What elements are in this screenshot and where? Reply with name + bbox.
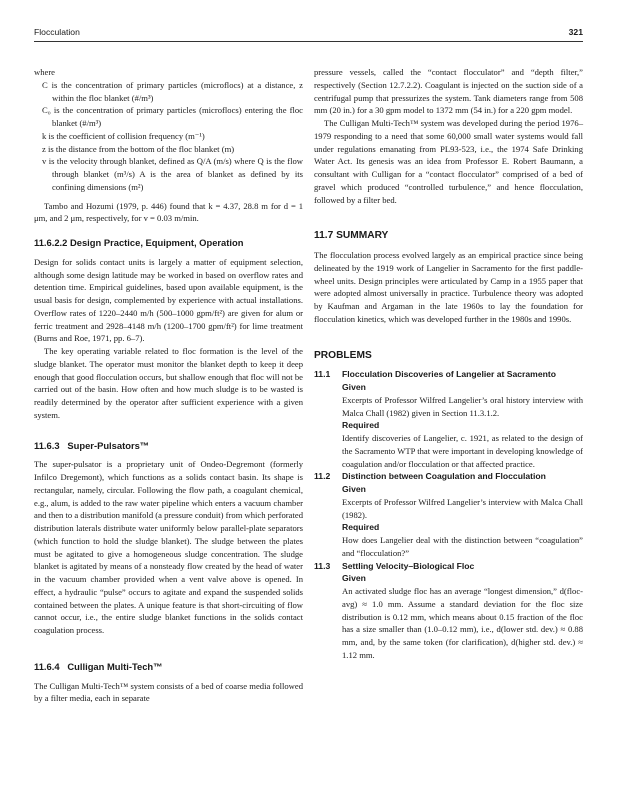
section-heading-culligan — [34, 661, 303, 674]
section-heading-design-practice: 11.6.2.2 Design Practice, Equipment, Operation — [34, 237, 244, 248]
running-head: Flocculation — [34, 27, 80, 37]
required-text: Identify discoveries of Langelier, c. 1921, as related to the design of the Sacramento WTP that were important in developing knowledge of coagulation and/or flocculation or that affected practice. — [342, 433, 583, 469]
summary-heading: 11.7 SUMMARY — [314, 230, 389, 242]
left-column — [34, 66, 303, 705]
right-column — [314, 66, 583, 662]
section-heading-super-pulsators — [34, 440, 303, 453]
definition-c: C is the concentration of primary particles (microflocs) at a distance, z within the floc blanket (#/m³) — [42, 79, 303, 103]
section-number: 11.6.4 — [34, 660, 60, 672]
given-label: Given — [342, 382, 366, 392]
where-label: where — [34, 67, 55, 77]
definition-c0: C₀ is the concentration of primary particles (microflocs) entering the floc blanket (#/m³) — [42, 105, 303, 128]
super-pulsator-paragraph: The super-pulsator is a proprietary unit of Ondeo-Degremont (formerly Infilco Dregemont), which functions as a solids contact basin. Its shape is rectangular, namely, circular. Following the flow path, a coagulant chemical, e.g., alum, is added to the raw water pipeline which enters a vacuum chamber and then to a distribution manifold (a pressure conduit) from which perforated distribution laterals distribute water uniformly below parallel-plate separators (which function to hold the sludge blanket). The sludge between the plates must be agitated to give a homogeneous sludge concentration. The sludge blanket is agitated by means of a nonsteady flow created by the head of water in the vacuum chamber provided when a vent valve above is opened. In effect, a hydraulic “pulse” occurs to agitate and expand the suspended solids contained between the plates. A unique feature is that short-circuiting of flow cannot occur, i.e., the entire sludge blanket functions in the solids contact coagulation process. — [34, 459, 303, 635]
culligan-paragraph: The Culligan Multi-Tech™ system consists of a bed of coarse media followed by a filter media, each in separate — [34, 680, 303, 704]
design-paragraph: Design for solids contact units is largely a matter of equipment selection, although some design latitude may be worked in based on overflow rates and detention time. Empirical guidelines, based upon available equipment, is the usual basis for design, complemented by experience with actual installations. Overflow rates of 1220–2440 m/h (500–1000 gpm/ft²) are given for alum or ferric treatment and 2928–4148 m/h (1200–1700 gpm/ft²) for lime treatment (Burns and Roe, 1971, pp. 6–7). — [34, 256, 303, 344]
definition-v: v is the velocity through blanket, defined as Q/A (m/s) where Q is the flow through blanket (m³/s) A is the area of blanket as defined by its confining dimensions (m²) — [42, 156, 303, 192]
problem-number: 11.1 — [314, 369, 331, 380]
operation-paragraph: The key operating variable related to floc formation is the level of the sludge blanket. The operator must monitor the blanket depth to keep it deep enough that good flocculation occurs, but shallow enough that floc will not be carried out of the basin. How often and how much sludge is to be wasted is readily determined by the operator after sufficient experience with a given system. — [34, 346, 303, 420]
given-text: Excerpts of Professor Wilfred Langelier’s interview with Malca Chall (1982). — [342, 496, 583, 520]
problem-number: 11.2 — [314, 471, 331, 482]
problem-11-3 — [314, 560, 583, 662]
required-text: How does Langelier deal with the distinction between “coagulation” and “flocculation?” — [342, 535, 583, 558]
required-label: Required — [342, 420, 380, 431]
problem-11-1 — [314, 368, 583, 470]
page-number: 321 — [568, 27, 583, 37]
pressure-vessels-paragraph: pressure vessels, called the “contact flocculator” and “depth filter,” respectively (Section 12.7.2.2). Coagulant is injected on the suction side of a centrifugal pump that pressurizes the system. Tank diameters range from 508 mm (20 in.) for a 30 gpm model to 1372 mm (54 in.) for a 220 gpm model. — [314, 67, 583, 116]
page-header — [34, 27, 583, 42]
summary-paragraph: The flocculation process evolved largely as an empirical practice since being delineated by the 1919 work of Langelier in Sacramento for the first paddle-wheel units. Design principles were articulated by Camp in a 1955 paper that were adopted almost universally in practice. Turbulence theory was adopted by Kaufman and Argaman in the late 1960s to lay the foundation for flocculation kinetics, which was developed further in the 1980s and 1990s. — [314, 250, 583, 324]
culligan-history-paragraph: The Culligan Multi-Tech™ system was developed during the period 1976–1979 responding to a need that some 60,000 small water systems would fall under regulations emanating from PL93-523, i.e., the 1974 Safe Drinking Water Act. Its genesis was an idea from Professor E. Robert Baumann, a consultant with Culligan for a “contact flocculator” comprised of a bed of gravel which produced “controlled turbulence,” and hence flocculation, followed by a filter bed. — [314, 118, 583, 205]
problem-title: Distinction between Coagulation and Flocculation — [342, 471, 546, 482]
problem-title: Flocculation Discoveries of Langelier at Sacramento — [342, 369, 556, 380]
required-label: Required — [342, 522, 380, 533]
definition-k: k is the coefficient of collision frequency (m⁻¹) — [42, 130, 205, 141]
problem-number: 11.3 — [314, 560, 331, 571]
given-text: Excerpts of Professor Wilfred Langelier’s oral history interview with Malca Chall (1982) given in Section 11.3.1.2. — [342, 394, 583, 418]
given-label: Given — [342, 484, 366, 494]
section-number: 11.6.3 — [34, 439, 60, 451]
section-title: Culligan Multi-Tech™ — [67, 660, 163, 672]
problems-heading: PROBLEMS — [314, 349, 372, 361]
problem-title: Settling Velocity–Biological Floc — [342, 560, 475, 571]
given-label: Given — [342, 573, 366, 584]
definition-z: z is the distance from the bottom of the floc blanket (m) — [42, 143, 235, 154]
problem-11-2 — [314, 470, 583, 559]
section-title: Super-Pulsators™ — [67, 439, 150, 451]
given-text: An activated sludge floc has an average “longest dimension,” d(floc-avg) ≈ 1.0 mm. Assume a standard deviation for the floc size distribution is 0.12 mm, which means about 0.15 fraction of the floc has a size smaller than (1.0–0.12 mm), i.e., d(lower std. dev.) ≈ 0.88 mm, and, by the same token (for clarification), d(higher std. dev.) ≈ 1.12 mm. — [342, 586, 583, 660]
tambo-paragraph: Tambo and Hozumi (1979, p. 446) found that k = 4.37, 28.8 m for d = 1 μm, and 2 μm, respectively, for v = 0.03 m/min. — [34, 200, 303, 224]
